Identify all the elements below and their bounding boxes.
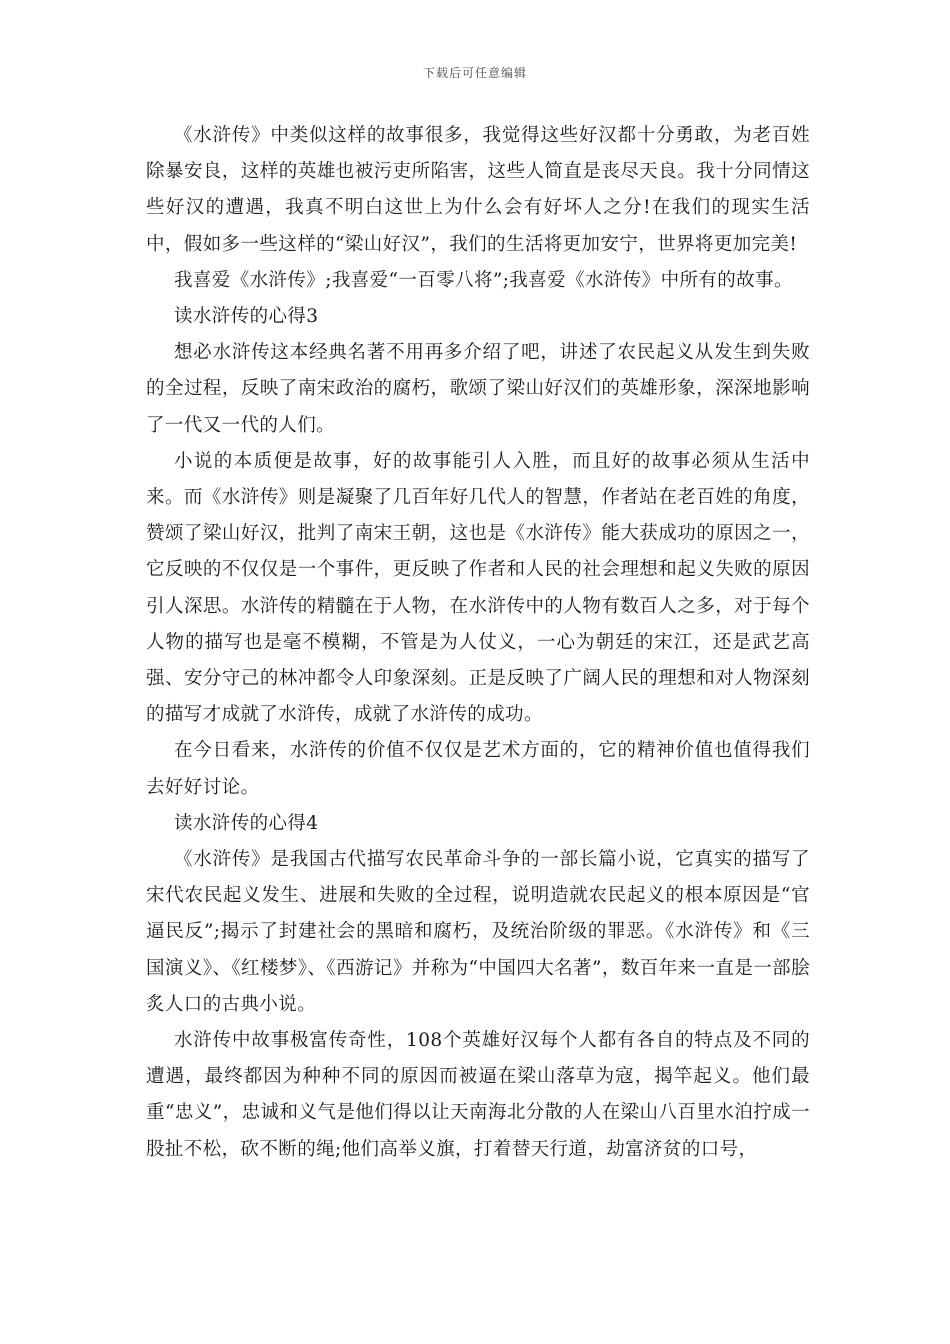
- paragraph: 想必水浒传这本经典名著不用再多介绍了吧，讲述了农民起义从发生到失败的全过程，反映了南宋政治的腐朽，歌颂了梁山好汉们的英雄形象，深深地影响了一代又一代的人们。: [146, 342, 810, 436]
- paragraph: 《水浒传》中类似这样的故事很多，我觉得这些好汉都十分勇敢，为老百姓除暴安良，这样的英雄也被污吏所陷害，这些人简直是丧尽天良。我十分同情这些好汉的遭遇，我真不明白这世上为什么会有好坏人之分!在我们的现实生活中，假如多一些这样的“梁山好汉”，我们的生活将更加安宁，世界将更加完美!: [146, 125, 810, 255]
- paragraph: 在今日看来，水浒传的价值不仅仅是艺术方面的，它的精神价值也值得我们去好好讨论。: [146, 740, 810, 798]
- paragraph: 小说的本质便是故事，好的故事能引人入胜，而且好的故事必须从生活中来。而《水浒传》则是凝聚了几百年好几代人的智慧，作者站在老百姓的角度，赞颂了梁山好汉，批判了南宋王朝，这也是《水浒传》能大获成功的原因之一，它反映的不仅仅是一个事件，更反映了作者和人民的社会理想和起义失败的原因引人深思。水浒传的精髓在于人物，在水浒传中的人物有数百人之多，对于每个人物的描写也是毫不模糊，不管是为人仗义，一心为朝廷的宋江，还是武艺高强、安分守己的林冲都令人印象深刻。正是反映了广阔人民的理想和对人物深刻的描写才成就了水浒传，成就了水浒传的成功。: [146, 450, 810, 726]
- paragraph: 水浒传中故事极富传奇性，108个英雄好汉每个人都有各自的特点及不同的遭遇，最终都因为种种不同的原因而被逼在梁山落草为寇，揭竿起义。他们最重“忠义”，忠诚和义气是他们得以让天南海北分散的人在梁山八百里水泊拧成一股扯不松，砍不断的绳;他们高举义旗，打着替天行道，劫富济贫的口号，: [146, 1030, 810, 1160]
- section-heading: 读水浒传的心得3: [174, 306, 319, 328]
- paragraph: 《水浒传》是我国古代描写农民革命斗争的一部长篇小说，它真实的描写了宋代农民起义发生、进展和失败的全过程，说明造就农民起义的根本原因是“官逼民反”;揭示了封建社会的黑暗和腐朽，及统治阶级的罪恶。《水浒传》和《三国演义》、《红楼梦》、《西游记》并称为“中国四大名著”，数百年来一直是一部脍炙人口的古典小说。: [146, 849, 810, 1015]
- section-heading: 读水浒传的心得4: [174, 812, 319, 834]
- page-header: 下载后可任意编辑: [422, 66, 527, 80]
- paragraph: 我喜爱《水浒传》;我喜爱“一百零八将”;我喜爱《水浒传》中所有的故事。: [174, 269, 793, 291]
- document-body: [146, 118, 810, 1168]
